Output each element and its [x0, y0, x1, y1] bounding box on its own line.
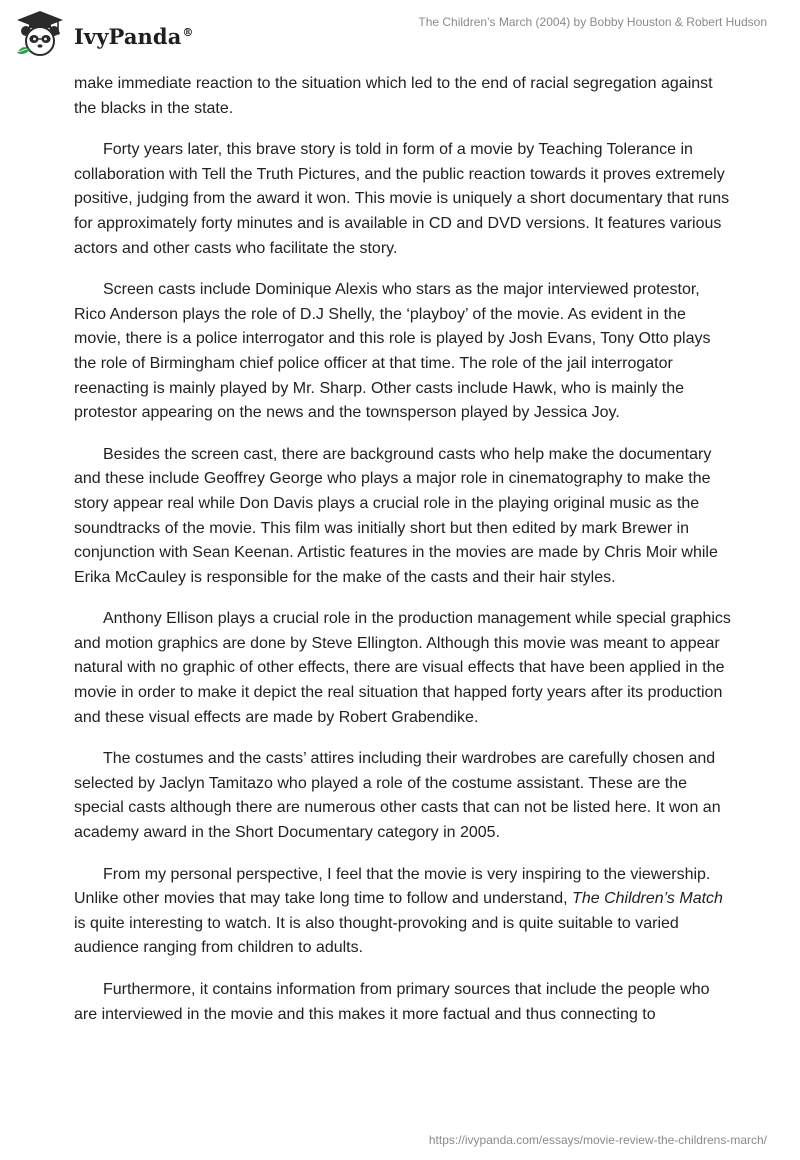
page-header: [0, 0, 800, 70]
paragraph-primary-sources: Furthermore, it contains information from primary sources that include the people who are interviewed in the movie and this makes it more factual and thus connecting to: [74, 981, 710, 1023]
brand-name: IvyPanda: [74, 23, 182, 49]
registered-mark: ®: [182, 25, 194, 39]
paragraph-personal-perspective: [74, 863, 734, 961]
personal-text-before: From my personal perspective, I feel that the movie is very inspiring to the viewership. Unlike other movies that may take long time to follow and understand,: [74, 865, 711, 908]
essay-body: [74, 72, 734, 1044]
panda-graduate-icon: [14, 8, 66, 60]
paragraph-background-casts: Besides the screen cast, there are background casts who help make the documentary and these include Geoffrey George who plays a major role in cinematography to make the story appear real while Don Davis plays a crucial role in the playing original music as the soundtracks of the movie. This film was initially short but then edited by mark Brewer in conjunction with Sean Keenan. Artistic features in the movies are made by Chris Moir while Erika McCauley is responsible for the make of the casts and their hair styles.: [74, 445, 718, 586]
brand-wordmark: [74, 24, 194, 49]
paragraph-screen-casts: Screen casts include Dominique Alexis who stars as the major interviewed protestor, Rico Anderson plays the role of D.J Shelly, the ‘playboy’ of the movie. As evident in the movie, there is a police interrogator and this role is played by Josh Evans, Tony Otto plays the role of Birmingham chief police officer at that time. The role of the jail interrogator reenacting is mainly played by Mr. Sharp. Other casts include Hawk, who is mainly the protestor appearing on the news and the townsperson played by Jessica Joy.: [74, 281, 711, 422]
document-title: The Children’s March (2004) by Bobby Houston & Robert Hudson: [418, 15, 767, 29]
paragraph-movie-intro: Forty years later, this brave story is told in form of a movie by Teaching Tolerance in collaboration with Tell the Truth Pictures, and the public reaction towards it proves extremely positive, judging from the award it won. This movie is uniquely a short documentary that runs for approximately forty minutes and is available in CD and DVD versions. It features various actors and other casts who facilitate the story.: [74, 141, 730, 257]
paragraph-production: Anthony Ellison plays a crucial role in the production management while special graphics and motion graphics are done by Steve Ellington. Although this movie was meant to appear natural with no graphic of other effects, there are visual effects that have been applied in the movie in order to make it depict the real situation that happed forty years after its production and these visual effects are made by Robert Grabendike.: [74, 610, 731, 726]
personal-text-after: is quite interesting to watch. It is also thought-provoking and is quite suitable to varied audience ranging from children to adults.: [74, 914, 679, 957]
paragraph-continuation: make immediate reaction to the situation which led to the end of racial segregation against the blacks in the state.: [74, 75, 713, 117]
paragraph-costumes: The costumes and the casts’ attires including their wardrobes are carefully chosen and selected by Jaclyn Tamitazo who played a role of the costume assistant. These are the special casts although there are numerous other casts that can not be listed here. It won an academy award in the Short Documentary category in 2005.: [74, 750, 721, 842]
source-url[interactable]: https://ivypanda.com/essays/movie-review-the-childrens-march/: [428, 1133, 767, 1147]
movie-title-italic: The Children’s Match: [572, 890, 723, 908]
ivypanda-logo[interactable]: [14, 8, 194, 60]
